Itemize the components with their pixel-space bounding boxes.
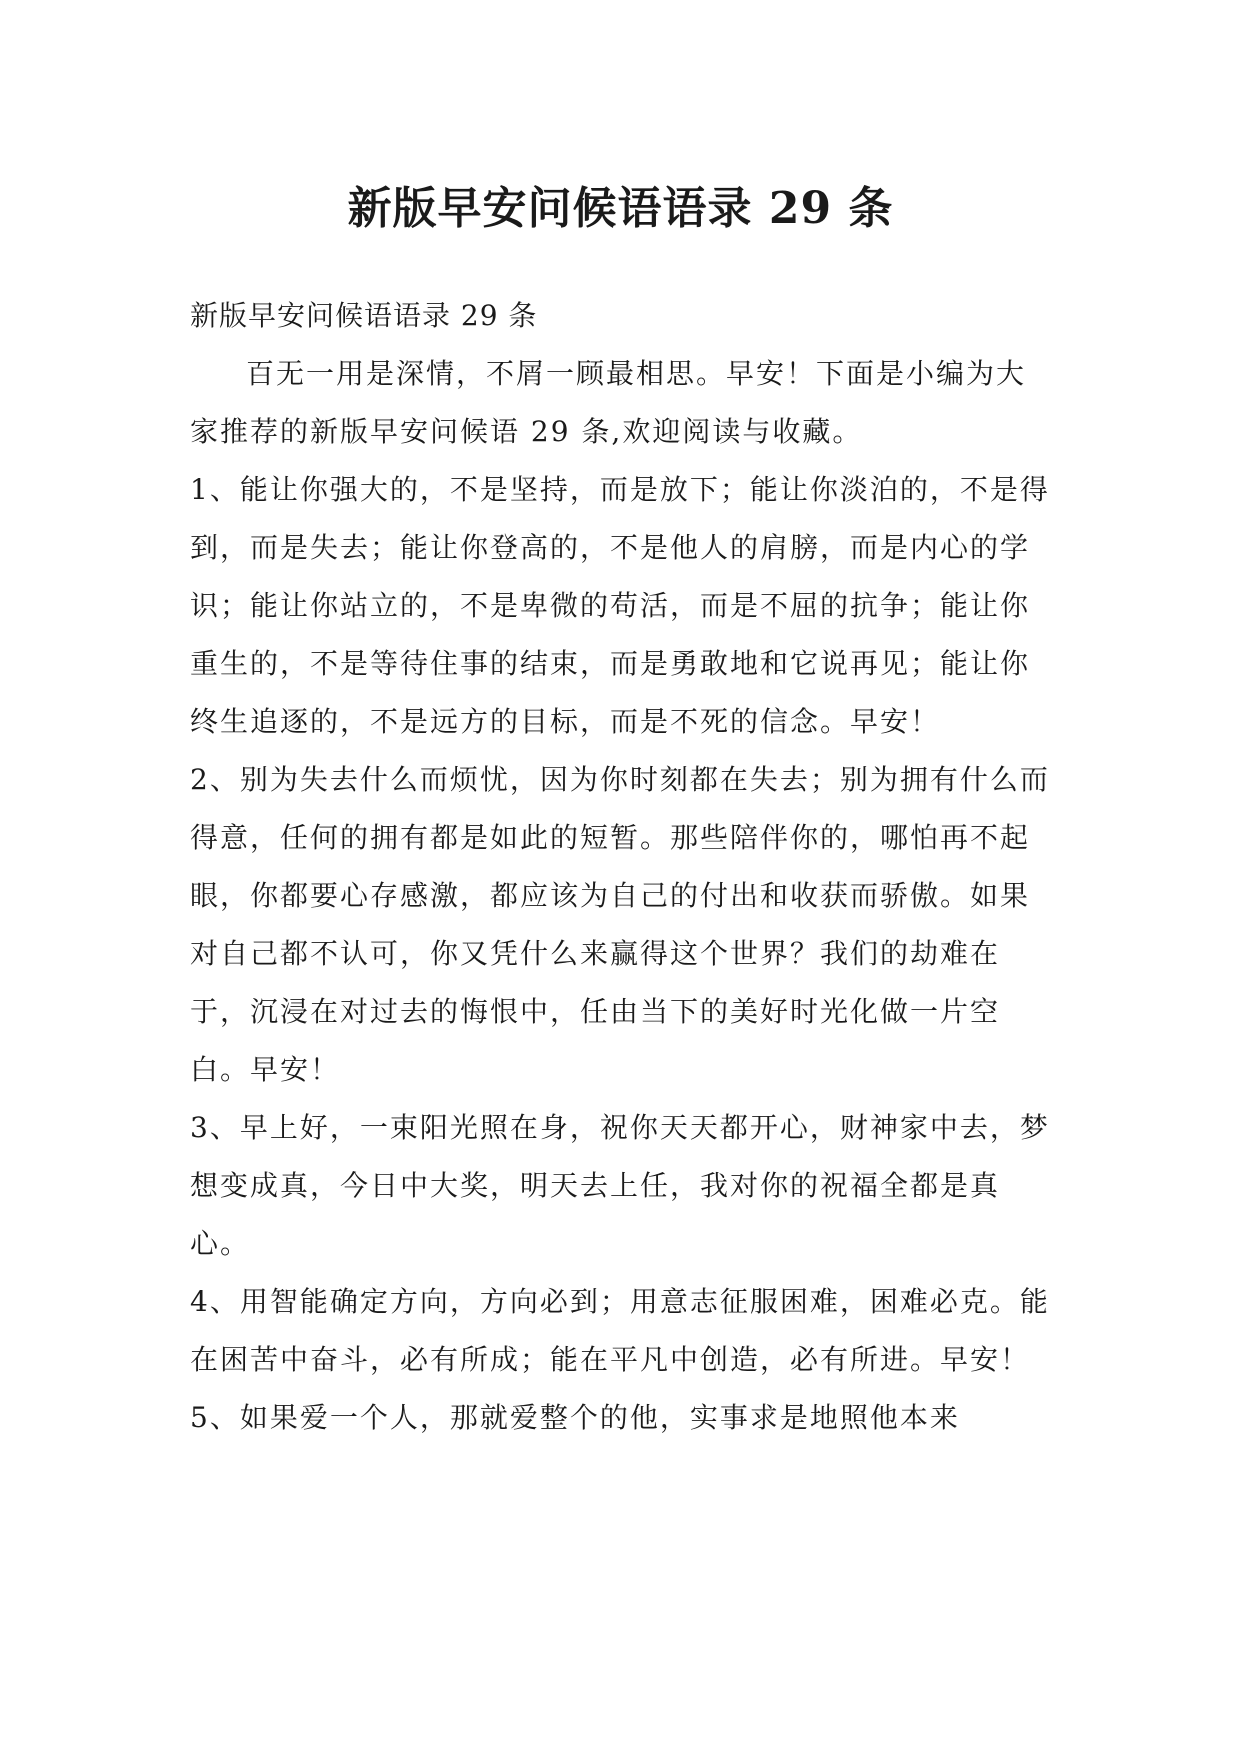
quote-item-5: 5、如果爱一个人，那就爱整个的他，实事求是地照他本来: [190, 1401, 960, 1434]
intro-paragraph: 百无一用是深情，不屑一顾最相思。早安！下面是小编为大家推荐的新版早安问候语 29 条,欢迎阅读与收藏。: [190, 357, 1027, 448]
quote-item-1: 1、能让你强大的，不是坚持，而是放下；能让你淡泊的，不是得到，而是失去；能让你登高的，不是他人的肩膀，而是内心的学识；能让你站立的，不是卑微的苟活，而是不屈的抗争；能让你重生的，不是等待住事的结束，而是勇敢地和它说再见；能让你终生追逐的，不是远方的目标，而是不死的信念。早安！: [190, 473, 1050, 738]
quote-item-2: 2、别为失去什么而烦忧，因为你时刻都在失去；别为拥有什么而得意，任何的拥有都是如此的短暂。那些陪伴你的，哪怕再不起眼，你都要心存感激，都应该为自己的付出和收获而骄傲。如果对自己都不认可，你又凭什么来赢得这个世界？我们的劫难在于，沉浸在对过去的悔恨中，任由当下的美好时光化做一片空白。早安！: [190, 763, 1050, 1086]
document-title: 新版早安问候语语录 29 条: [347, 183, 894, 235]
document-body: [190, 287, 1050, 1447]
document-subtitle: 新版早安问候语语录 29 条: [190, 299, 538, 332]
quote-item-3: 3、早上好，一束阳光照在身，祝你天天都开心，财神家中去，梦想变成真，今日中大奖，明天去上任，我对你的祝福全都是真心。: [190, 1111, 1050, 1260]
quote-item-4: 4、用智能确定方向，方向必到；用意志征服困难，困难必克。能在困苦中奋斗，必有所成；能在平凡中创造，必有所进。早安！: [190, 1285, 1050, 1376]
